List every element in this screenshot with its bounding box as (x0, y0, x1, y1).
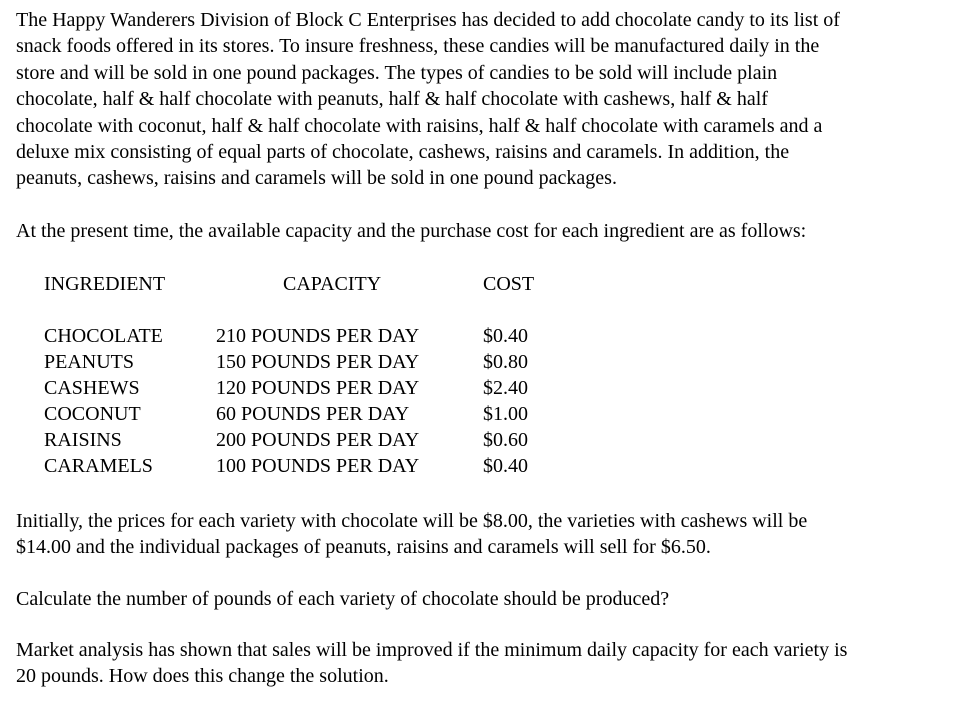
capacity-intro (16, 218, 806, 244)
cost-cell: $0.40 (483, 455, 528, 477)
question-2-line: 20 pounds. How does this change the solution. (16, 665, 389, 688)
intro-paragraph (16, 7, 840, 192)
ingredient-cell: CHOCOLATE (44, 325, 163, 347)
ingredient-cell: PEANUTS (44, 351, 135, 373)
capacity-cell: 210 POUNDS PER DAY (216, 325, 420, 347)
cost-cell: $1.00 (483, 403, 528, 425)
header-ingredient: INGREDIENT (44, 273, 166, 295)
ingredient-cell: CARAMELS (44, 455, 153, 477)
intro-line: store and will be sold in one pound packages. The types of candies to be sold will include plain (16, 61, 778, 84)
intro-line: deluxe mix consisting of equal parts of chocolate, cashews, raisins and caramels. In addition, the (16, 141, 790, 164)
capacity-cell: 60 POUNDS PER DAY (216, 403, 410, 425)
question-2-line: Market analysis has shown that sales will be improved if the minimum daily capacity for each variety is (16, 639, 848, 661)
prices-line: Initially, the prices for each variety with chocolate will be $8.00, the varieties with cashews will be (16, 510, 808, 532)
intro-line: chocolate, half & half chocolate with peanuts, half & half chocolate with cashews, half & half (16, 88, 768, 111)
header-capacity: CAPACITY (283, 273, 382, 295)
intro-line: peanuts, cashews, raisins and caramels will be sold in one pound packages. (16, 167, 617, 190)
cost-cell: $2.40 (483, 377, 528, 399)
question-1 (16, 586, 669, 612)
capacity-cell: 120 POUNDS PER DAY (216, 377, 420, 399)
question-1-text: Calculate the number of pounds of each variety of chocolate should be produced? (16, 588, 670, 610)
prices-line: $14.00 and the individual packages of peanuts, raisins and caramels will sell for $6.50. (16, 536, 711, 559)
intro-line: snack foods offered in its stores. To insure freshness, these candies will be manufactured daily in the (16, 35, 820, 58)
header-cost: COST (483, 273, 535, 295)
capacity-cell: 150 POUNDS PER DAY (216, 351, 420, 373)
capacity-intro-text: At the present time, the available capacity and the purchase cost for each ingredient are as follows: (16, 220, 807, 242)
capacity-cell: 200 POUNDS PER DAY (216, 429, 420, 451)
cost-cell: $0.60 (483, 429, 528, 451)
ingredient-cell: RAISINS (44, 429, 122, 451)
question-2 (16, 637, 847, 690)
prices-paragraph (16, 508, 807, 561)
ingredient-cell: COCONUT (44, 403, 141, 425)
ingredient-cell: CASHEWS (44, 377, 140, 399)
intro-line: chocolate with coconut, half & half chocolate with raisins, half & half chocolate with caramels and a (16, 114, 823, 137)
intro-line: The Happy Wanderers Division of Block C Enterprises has decided to add chocolate candy to its list of (16, 9, 840, 31)
cost-cell: $0.80 (483, 351, 528, 373)
capacity-cell: 100 POUNDS PER DAY (216, 455, 420, 477)
cost-cell: $0.40 (483, 325, 528, 347)
